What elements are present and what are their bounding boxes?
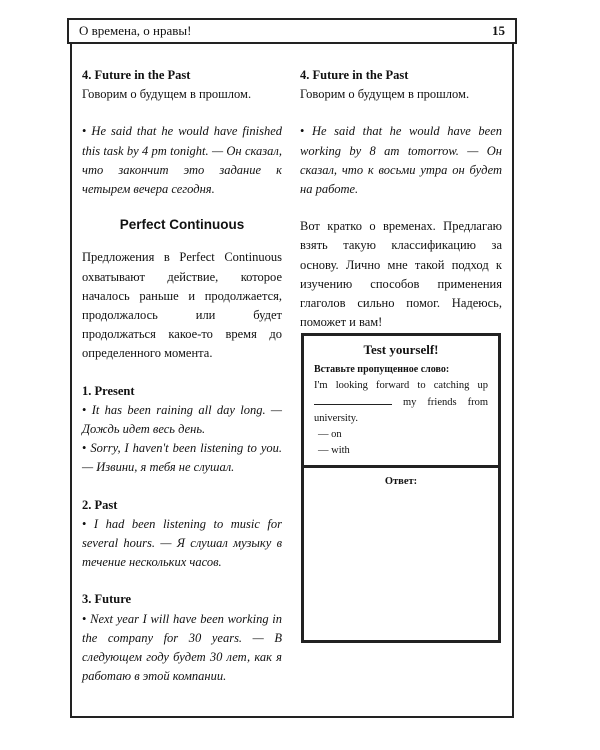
answer-label: Ответ: [384, 476, 418, 487]
future-example: • Next year I will have been working in the company for 30 years. — В следующем году будет 30 лет, как я работаю в этой компании. [82, 611, 282, 684]
answer-blank [314, 394, 392, 405]
fitp-subtitle-left: Говорим о будущем в прошлом. [82, 87, 252, 102]
fitp-example-left: • He said that he would have finished this task by 4 pm tonight. — Он сказал, что закончит это задание к четырем вечера сегодня. [82, 124, 282, 197]
past-heading: 2. Past [82, 497, 118, 512]
test-instruction: Вставьте пропущенное слово: [314, 364, 450, 375]
answer-box [301, 468, 501, 643]
test-title: Test yourself! [363, 342, 439, 357]
fitp-heading-right: 4. Future in the Past [300, 68, 409, 82]
test-sentence: I'm looking forward to catching up my friends from university. [314, 380, 488, 424]
pc-intro: Предложения в Perfect Continuous охватывают действие, которое началось раньше и продолжается, продолжалось или будет продолжаться какое-то время до определенного момента. [82, 250, 282, 361]
present-example-1: • It has been raining all day long. — Дождь идет весь день. [82, 402, 282, 437]
test-option-with: — with [318, 445, 350, 456]
present-heading: 1. Present [82, 383, 135, 398]
future-heading: 3. Future [82, 592, 132, 607]
test-option-on: — on [318, 429, 342, 440]
running-title: О времена, о нравы! [79, 23, 192, 38]
fitp-subtitle-right: Говорим о будущем в прошлом. [300, 87, 470, 102]
fitp-heading-left: 4. Future in the Past [82, 68, 191, 82]
summary-paragraph: Вот кратко о временах. Предлагаю взять такую классификацию за основу. Лично мне такой подход к изучению способов применения глаголов сильно помог. Надеюсь, поможет и вам! [300, 219, 502, 330]
present-example-2: • Sorry, I haven't been listening to you. — Извини, я тебя не слушал. [82, 441, 283, 475]
right-column [300, 66, 502, 332]
fitp-example-right: • He said that he would have been working by 8 am tomorrow. — Он сказал, что к восьми утра он будет на работе. [300, 124, 502, 197]
running-header [67, 18, 517, 44]
past-example: • I had been listening to music for several hours. — Я слушал музыку в течение нескольких часов. [82, 516, 282, 570]
page-number: 15 [492, 23, 505, 38]
left-column [82, 66, 282, 686]
test-yourself-box [301, 333, 501, 468]
section-title: Perfect Continuous [119, 217, 245, 233]
